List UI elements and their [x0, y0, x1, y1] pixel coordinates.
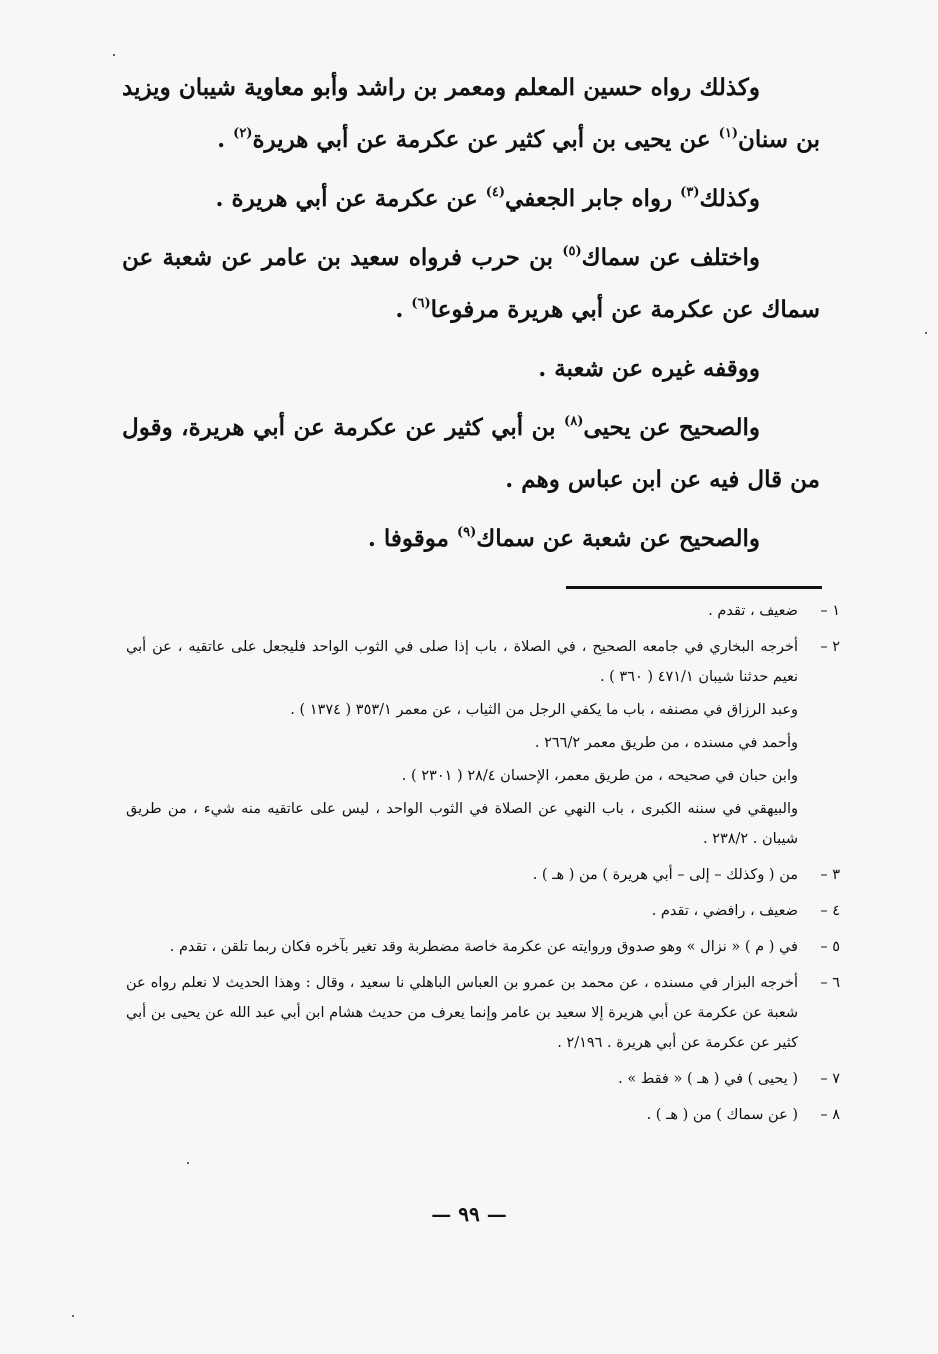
- paragraph-2: وكذلك$^{(٣)}$ رواه جابر الجعفي$^{(٤)}$ عن عكرمة عن أبي هريرة .: [215, 185, 760, 212]
- footnote-number: ٨ –: [820, 1107, 840, 1123]
- footnote-ref-1[interactable]: (١): [718, 126, 738, 141]
- footnote-text: أخرجه البخاري في جامعه الصحيح ، في الصلاة ، باب إذا صلى في الثوب الواحد فليجعل على عاتقيه ، عن أبي نعيم حدثنا شيبان ٤٧١/١ ( ٣٦٠ ) . وعبد الرزاق في مصنفه ، باب ما يكفي الرجل من الثياب ، عن معمر ٣٥٣/١ ( ١٣٧٤ ) . وأحمد في مسنده ، من طريق معمر ٢٦٦/٢ . وابن حبان في صحيحه ، من طريق معمر، الإحسان ٢٨/٤ ( ٢٣٠١ ) . والبيهقي في سننه الكبرى ، باب النهي عن الصلاة في الثوب الواحد ، ليس على عاتقيه منه شيء ، من طريق شيبان . ٢٣٨/٢ .: [126, 639, 798, 847]
- footnote-ref-6[interactable]: (٦): [411, 296, 431, 311]
- footnote-ref-9[interactable]: (٩): [456, 525, 477, 540]
- footnote-text: ضعيف ، رافضي ، تقدم .: [651, 903, 798, 919]
- footnote-2: [126, 632, 840, 857]
- footnote-number: ١ –: [820, 603, 840, 619]
- paragraph-3: واختلف عن سماك$^{(٥)}$ بن حرب فرواه سعيد بن عامر عن شعبة عن سماك عن عكرمة عن أبي هريرة مرفوعا$^{(٦)}$ .: [122, 244, 820, 323]
- footnote-ref-5[interactable]: (٥): [562, 244, 582, 259]
- footnote-number: ٧ –: [820, 1071, 840, 1087]
- footnote-6: [126, 968, 840, 1061]
- footnote-separator: [566, 586, 822, 589]
- footnote-number: ٢ –: [820, 639, 840, 655]
- main-text: [122, 62, 820, 572]
- footnote-ref-4[interactable]: (٤): [485, 185, 506, 200]
- footnote-ref-8[interactable]: (٨): [564, 414, 584, 429]
- scan-speck: [72, 1315, 74, 1317]
- footnote-text: ضعيف ، تقدم .: [708, 603, 798, 619]
- footnote-1: [126, 596, 840, 629]
- footnote-ref-2[interactable]: (٢): [233, 126, 253, 141]
- paragraph-4: ووقفه غيره عن شعبة .: [538, 355, 760, 382]
- footnote-text: ( عن سماك ) من ( هـ ) .: [646, 1107, 798, 1123]
- footnote-text: من ( وكذلك – إلى – أبي هريرة ) من ( هـ ) .: [532, 867, 798, 883]
- footnote-number: ٦ –: [820, 975, 840, 991]
- footnote-8: [126, 1100, 840, 1133]
- footnote-text: في ( م ) « نزال » وهو صدوق وروايته عن عكرمة خاصة مضطربة وقد تغير بآخره فكان ربما تلقن ، تقدم .: [169, 939, 798, 955]
- footnote-3: [126, 860, 840, 893]
- footnote-number: ٥ –: [820, 939, 840, 955]
- footnote-ref-3[interactable]: (٣): [680, 185, 700, 200]
- page-number: — ٩٩ —: [431, 1202, 507, 1226]
- footnote-7: [126, 1064, 840, 1097]
- footnote-number: ٤ –: [820, 903, 840, 919]
- footnote-4: [126, 896, 840, 929]
- footnote-number: ٣ –: [820, 867, 840, 883]
- paragraph-5: والصحيح عن يحيى$^{(٨)}$ بن أبي كثير عن عكرمة عن أبي هريرة، وقول من قال فيه عن ابن عباس وهم .: [122, 414, 820, 493]
- scan-speck: [113, 54, 115, 56]
- paragraph-6: والصحيح عن شعبة عن سماك$^{(٩)}$ موقوفا .: [367, 525, 760, 552]
- footnotes: [126, 596, 840, 1136]
- paragraph-1: وكذلك رواه حسين المعلم ومعمر بن راشد وأبو معاوية شيبان ويزيد بن سنان$^{(١)}$ عن يحيى بن أبي كثير عن عكرمة عن أبي هريرة$^{(٢)}$ .: [122, 74, 820, 153]
- footnote-text: أخرجه البزار في مسنده ، عن محمد بن عمرو بن العباس الباهلي نا سعيد ، وقال : وهذا الحديث لا نعلم رواه عن شعبة عن عكرمة عن أبي هريرة إلا سعيد بن عامر وإنما يعرف من حديث هشام ابن أبي عبد الله عن يحيى بن أبي كثير عن عكرمة عن أبي هريرة . ٢/١٩٦ .: [126, 975, 798, 1051]
- scan-speck: [925, 332, 927, 334]
- scan-speck: [187, 1162, 189, 1164]
- footnote-text: ( يحيى ) في ( هـ ) « فقط » .: [618, 1071, 798, 1087]
- footnote-5: [126, 932, 840, 965]
